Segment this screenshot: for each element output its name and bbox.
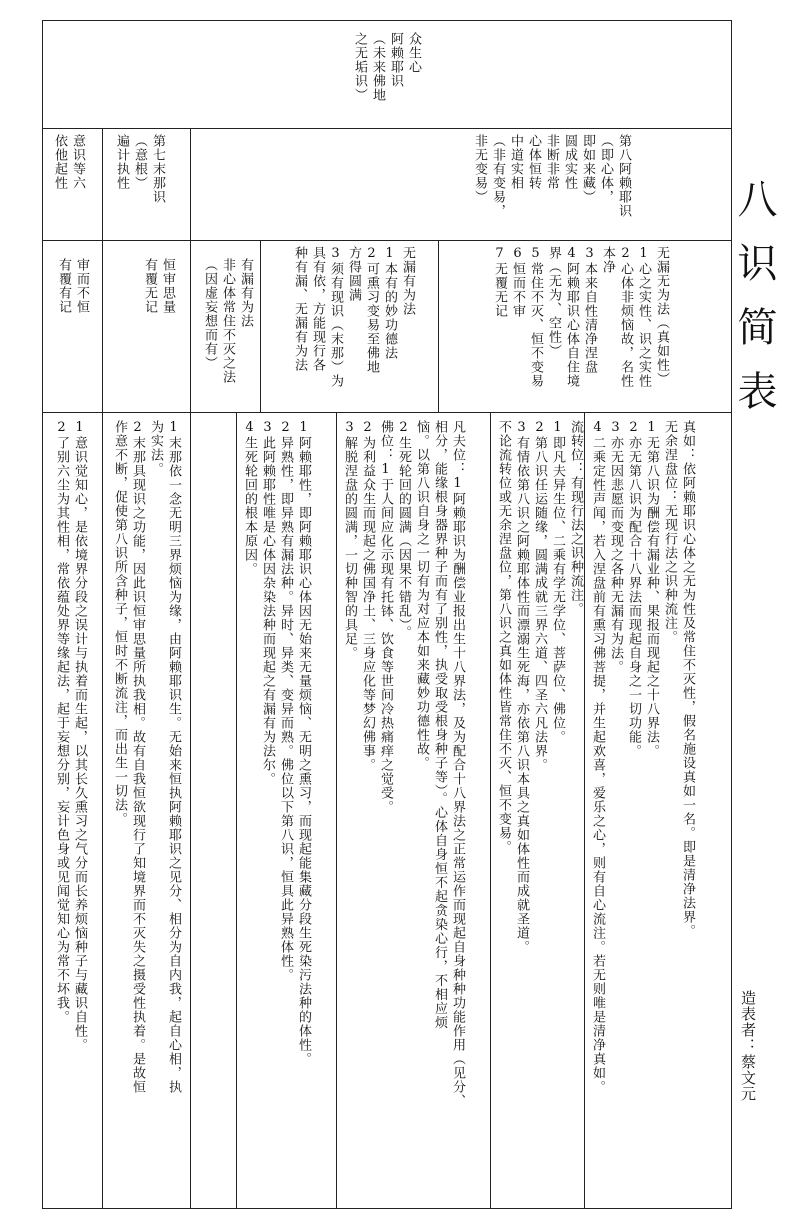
col-divider-8-7 bbox=[190, 128, 191, 1208]
trait-line: 种有漏、无漏有为法 bbox=[292, 246, 307, 372]
seventh-desc-a bbox=[240, 420, 312, 1066]
desc-line: 2了别六尘为其性相，常依蕴处界等缘起法，起于妄想分别，妄计色身或见闻觉知心为常不坏我。 bbox=[54, 420, 69, 1024]
header-block bbox=[350, 32, 422, 102]
name-line: 第七末那识 bbox=[150, 134, 165, 204]
eighth-traits2 bbox=[290, 246, 416, 388]
trait-line: 无漏有为法 bbox=[400, 246, 415, 316]
eighth-desc-b bbox=[494, 420, 584, 954]
desc-line: 相分，能缘根身器界种子而有了别性，执受取受根身种子等）。心体自身恒不起贪染心行，不相应烦 bbox=[432, 420, 447, 1030]
trait-line: 恒审思量 bbox=[160, 258, 175, 314]
name-line: 依他起性 bbox=[52, 134, 67, 190]
name-line: 心体恒转 bbox=[526, 134, 541, 190]
desc-line: 3解脱涅盘的圆满，一切种智的具足。 bbox=[342, 420, 357, 660]
trait-line: 非心体常住不灭之法 bbox=[220, 258, 235, 384]
desc-line: 凡夫位：1阿赖耶识为酬偿业报出生十八界法，及为配合十八界法之正常运作而现起自身种种功能作用（见分、 bbox=[450, 420, 465, 1108]
trait-line: 审而不恒 bbox=[74, 258, 89, 314]
name-line: 中道实相 bbox=[508, 134, 523, 190]
traits-row-divider bbox=[42, 412, 732, 413]
col-divider-7-6 bbox=[102, 128, 103, 1208]
name-line: 第八阿赖耶识 bbox=[616, 134, 631, 218]
trait-line: 7无覆无记 bbox=[492, 246, 507, 318]
eighth-traits bbox=[490, 246, 670, 388]
trait-line: 3须有现识（末那）为 bbox=[328, 246, 343, 388]
name-line: 非断非常 bbox=[544, 134, 559, 190]
desc-line: 1即凡夫异生位、二乘有学无学位、菩萨位、佛位。 bbox=[550, 420, 565, 744]
trait-line: 方得圆满 bbox=[346, 246, 361, 302]
desc-line: 为实法。 bbox=[148, 420, 163, 476]
desc-line: 1阿赖耶性，即阿赖耶识心体因无始来无量烦恼、无明之熏习，而现起能集藏分段生死染污法种的体性。 bbox=[296, 420, 311, 1066]
header-line: 众生心 bbox=[406, 32, 421, 74]
desc-line: 3此阿赖耶性唯是心体因杂染法种而现起之有漏有为法尔。 bbox=[260, 420, 275, 786]
name-line: 遍计执性 bbox=[114, 134, 129, 190]
desc-line: 3有情依第八识之阿赖耶体性而漂溺生死海，亦依第八识本具之真如体性而成就圣道。 bbox=[514, 420, 529, 954]
table-border-left bbox=[42, 20, 43, 1208]
desc-line: 恼。以第八识自身之一切有为对应本如来藏妙功德性故。 bbox=[414, 420, 429, 770]
desc-line: 2生死轮回的圆满（因果不错乱）。 bbox=[396, 420, 411, 640]
trait-line: 2可熏习变易至佛地 bbox=[364, 246, 379, 374]
trait-line: 有覆无记 bbox=[142, 258, 157, 314]
sixth-traits bbox=[54, 258, 90, 314]
trait-line: 4阿赖耶识心体自住境 bbox=[564, 246, 579, 388]
seventh-name bbox=[112, 134, 166, 204]
trait-line: 5常住不灭、恒不变易 bbox=[528, 246, 543, 388]
desc-line: 佛位：1于人间应化示现有托钵、饮食等世间冷热痛痒之觉受。 bbox=[378, 420, 393, 814]
trait-line: 1心之实性、识之实性 bbox=[636, 246, 651, 388]
desc-line: 2末那具现识之功能，因此识恒审思量所执我相。故有自我恒欲现行了知境界而不灭失之摄受性执着。是故恒 bbox=[130, 420, 145, 1094]
desc-line: 真如：依阿赖耶识心体之无为性及常住不灭性，假名施设真如一名。即是清净法界。 bbox=[680, 420, 695, 938]
desc-line: 3亦无因悲愿而变现之各种无漏有为法。 bbox=[608, 420, 623, 674]
eighth-desc-c bbox=[340, 420, 466, 1108]
desc-line: 无余涅盘位：无现行法之识种流注。 bbox=[662, 420, 677, 644]
eighth-desc-divider-c bbox=[336, 412, 337, 1208]
name-line: （即心体， bbox=[598, 134, 613, 204]
trait-line: 界（无为、空性） bbox=[546, 246, 561, 358]
name-line: 即如来藏） bbox=[580, 134, 595, 204]
seventh-desc-b bbox=[110, 420, 182, 1094]
eighth-desc-a bbox=[588, 420, 696, 1094]
header-line: 阿赖耶识 bbox=[388, 32, 403, 88]
page-title: 八识简表 bbox=[731, 178, 777, 434]
trait-line: 1本有的妙功德法 bbox=[382, 246, 397, 360]
trait-line: 无漏无为法（真如性） bbox=[654, 246, 669, 386]
seventh-traits2 bbox=[200, 258, 254, 384]
desc-line: 2第八识任运随缘，圆满成就三界六道、四圣六凡法界。 bbox=[532, 420, 547, 772]
header-line: （未来佛地 bbox=[370, 32, 385, 102]
seventh-desc-divider bbox=[236, 412, 237, 1208]
eighth-name bbox=[470, 134, 632, 218]
desc-line: 4二乘定性声闻，若入涅盘前有熏习佛菩提，并生起欢喜，爱乐之心，则有自心流注。若无则唯是清净真如。 bbox=[590, 420, 605, 1094]
desc-line: 不论流转位或无余涅盘位，第八识之真如体性皆常住不灭、恒不变易。 bbox=[496, 420, 511, 854]
trait-line: 本净 bbox=[600, 246, 615, 274]
name-line: 圆成实性 bbox=[562, 134, 577, 190]
sixth-name bbox=[50, 134, 86, 190]
eighth-sub-divider bbox=[438, 240, 439, 412]
desc-line: 1末那依一念无明三界烦恼为缘，由阿赖耶识生。无始来恒执阿赖耶识之见分、相分为自内我，起自心相，执 bbox=[166, 420, 181, 1094]
seventh-traits bbox=[140, 258, 176, 314]
desc-line: 4生死轮回的根本原因。 bbox=[242, 420, 257, 576]
desc-line: 作意不断，促使第八识所含种子，恒时不断流注，而出生一切法。 bbox=[112, 420, 127, 826]
desc-line: 2亦无第八识为配合十八界法而现起自身之一切功能。 bbox=[626, 420, 641, 758]
desc-line: 流转位：有现行法之识种流注。 bbox=[568, 420, 583, 616]
eighth-desc-divider-b bbox=[490, 412, 491, 1208]
name-row-divider bbox=[42, 240, 732, 241]
desc-line: 2异熟性，即异熟有漏法种。异时、异类、变异而熟。佛位以下第八识，恒具此异熟体性。 bbox=[278, 420, 293, 982]
trait-line: 3本来自性清净涅盘 bbox=[582, 246, 597, 374]
desc-line: 1意识觉知心，是依境界分段之误计与执着而生起，以其长久熏习之气分而长养烦恼种子与藏识自性。 bbox=[72, 420, 87, 1052]
seventh-traits-divider bbox=[260, 240, 261, 412]
author-credit: 造表者：蔡文元 bbox=[739, 990, 757, 1102]
name-line: （非有变易， bbox=[490, 134, 505, 218]
trait-line: 有覆有记 bbox=[56, 258, 71, 314]
trait-line: 有漏有为法 bbox=[238, 258, 253, 328]
header-line: 之无垢识） bbox=[352, 32, 367, 102]
name-line: 意识等六 bbox=[70, 134, 85, 190]
desc-line: 1无第八识为酬偿有漏业种、果报而现起之十八界法。 bbox=[644, 420, 659, 758]
trait-line: 具有依，方能现行各 bbox=[310, 246, 325, 372]
name-line: （意根） bbox=[132, 134, 147, 190]
trait-line: （因虚妄想而有） bbox=[202, 258, 217, 370]
sixth-desc bbox=[52, 420, 88, 1052]
header-divider bbox=[42, 128, 732, 129]
desc-line: 2为利益众生而现起之佛国净土、三身应化等梦幻佛事。 bbox=[360, 420, 375, 772]
eighth-desc-divider-a bbox=[584, 412, 585, 1208]
table-border-top bbox=[42, 20, 732, 21]
trait-line: 6恒而不审 bbox=[510, 246, 525, 318]
name-line: 非无变易） bbox=[472, 134, 487, 204]
trait-line: 2心体非烦恼故，名性 bbox=[618, 246, 633, 388]
table-border-bottom bbox=[42, 1208, 732, 1209]
